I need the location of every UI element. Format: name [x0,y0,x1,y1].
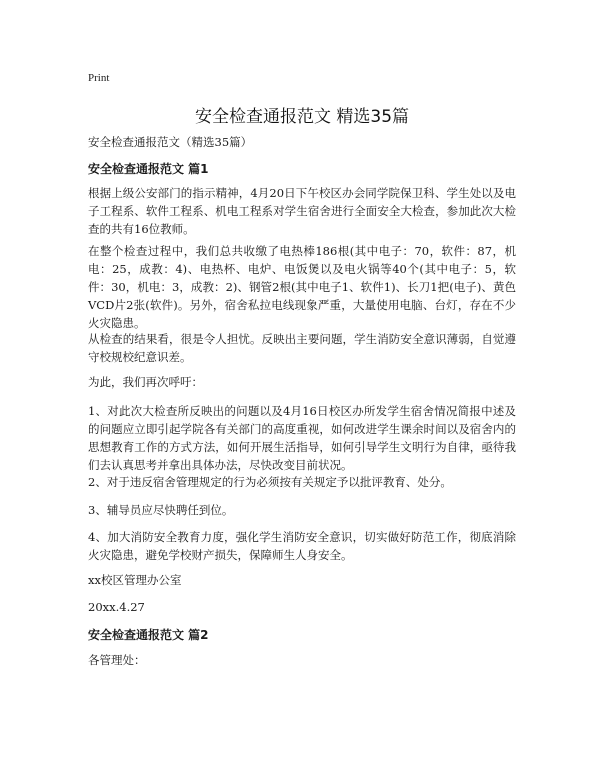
section-1-paragraph-4: 为此，我们再次呼吁： [88,375,203,389]
section-1-heading: 安全检查通报范文 篇1 [88,162,209,176]
section-1-paragraph-6: 2、对于违反宿舍管理规定的行为必须按有关规定予以批评教育、处分。 [88,475,452,489]
section-2-heading: 安全检查通报范文 篇2 [88,628,209,642]
print-label: Print [88,72,110,84]
section-1-paragraph-3: 从检查的结果看，很是令人担忧。反映出主要问题，学生消防安全意识薄弱，自觉遵守校规校纪意识差。 [88,332,516,364]
document-subtitle: 安全检查通报范文（精选35篇） [88,135,253,149]
section-1-paragraph-5: 1、对此次大检查所反映出的问题以及4月16日校区办所发学生宿舍情况简报中述及的问题应立即引起学院各有关部门的高度重视，如何改进学生课余时间以及宿舍内的思想教育工作的方式方法，如何开展生活指导，如何引导学生文明行为自律，亟待我们去认真思考并拿出具体办法，尽快改变目前状况。 [88,404,516,472]
section-2-paragraph-1: 各管理处： [88,653,146,667]
section-1-paragraph-2: 在整个检查过程中，我们总共收缴了电热棒186根(其中电子：70，软件：87，机电：25，成教：4)、电热杯、电炉、电饭煲以及电火锅等40个(其中电子：5，软件：30，机电：3，成教：2)、钢管2根(其中电子1、软件1)、长刀1把(电子)、黄色VCD片2张(软件)。另外，宿舍私拉电线现象严重，大量使用电脑、台灯，存在不少火灾隐患。 [88,244,516,330]
document-title: 安全检查通报范文 精选35篇 [194,107,410,127]
date: 20xx.4.27 [88,600,145,614]
signature: xx校区管理办公室 [88,573,182,587]
section-1-paragraph-7: 3、辅导员应尽快聘任到位。 [88,503,234,517]
section-1-paragraph-1: 根据上级公安部门的指示精神，4月20日下午校区办会同学院保卫科、学生处以及电子工程系、软件工程系、机电工程系对学生宿舍进行全面安全大检查，参加此次大检查的共有16位教师。 [88,186,516,236]
section-1-paragraph-8: 4、加大消防安全教育力度，强化学生消防安全意识，切实做好防范工作，彻底消除火灾隐患，避免学校财产损失，保障师生人身安全。 [88,530,516,562]
